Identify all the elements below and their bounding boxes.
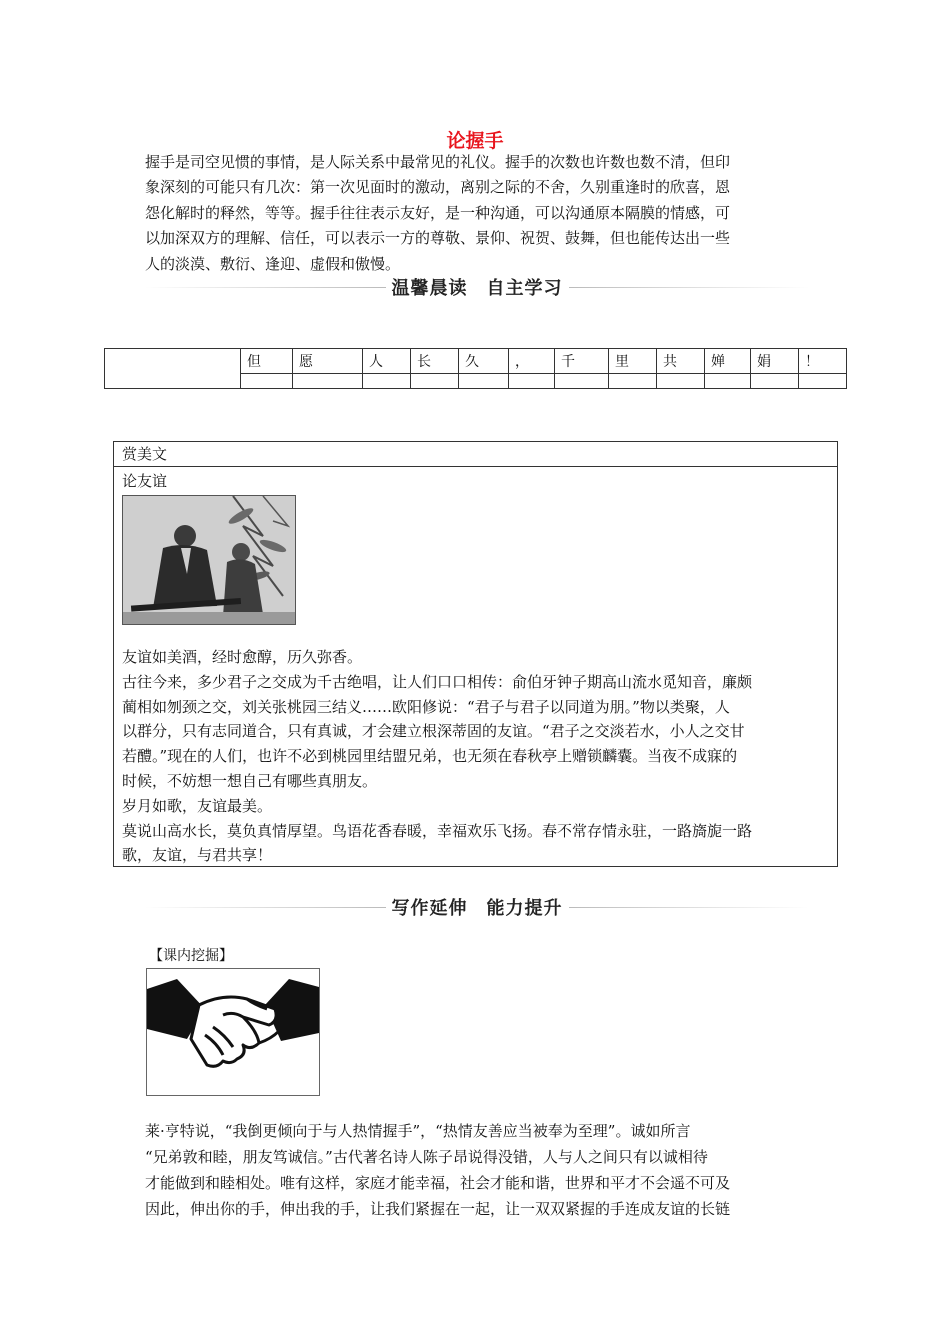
- dictation-char: 愿: [293, 349, 363, 374]
- dictation-blank[interactable]: [509, 374, 555, 389]
- dictation-char: 里: [609, 349, 657, 374]
- extension-paragraph: [145, 1118, 813, 1222]
- essay-line: 友谊如美酒，经时愈醇，历久弥香。: [122, 648, 363, 666]
- dictation-char-row: [105, 349, 847, 374]
- section-heading-writing-extension: [145, 895, 809, 919]
- section-heading-label: 温馨晨读 自主学习: [391, 278, 563, 299]
- extension-line: 莱·亨特说，“我倒更倾向于与人热情握手”，“热情友善应当被奉为至理”。诚如所言: [145, 1122, 691, 1140]
- dictation-blank[interactable]: [363, 374, 411, 389]
- dictation-blank[interactable]: [241, 374, 293, 389]
- appreciation-box: [113, 441, 838, 867]
- dictation-char: ，: [509, 349, 555, 374]
- essay-line: 若醴。”现在的人们，也许不必到桃园里结盟兄弟，也无须在春秋亭上赠锁麟囊。当夜不成寐的: [122, 747, 738, 766]
- knowledge-label: 【课内挖掘】: [149, 948, 233, 964]
- dictation-char: 长: [411, 349, 459, 374]
- appreciation-box-header: 赏美文: [114, 442, 837, 467]
- essay-body: [122, 645, 830, 868]
- dictation-blank[interactable]: [459, 374, 509, 389]
- handshake-image: [146, 968, 320, 1096]
- essay-line: 岁月如歌，友谊最美。: [122, 796, 273, 815]
- dictation-blank[interactable]: [799, 374, 847, 389]
- intro-paragraph: [145, 150, 809, 277]
- handshake-icon: [147, 969, 319, 1095]
- dictation-char: 但: [241, 349, 293, 374]
- divider-line: [145, 287, 386, 288]
- dictation-label-cell: [105, 349, 241, 389]
- intro-line: 人的淡漠、敷衍、逢迎、虚假和傲慢。: [145, 254, 401, 273]
- essay-line: 以群分，只有志同道合，只有真诚，才会建立根深蒂固的友谊。“君子之交淡若水，小人之交甘: [122, 722, 745, 741]
- extension-line: 才能做到和睦相处。唯有这样，家庭才能幸福，社会才能和谐，世界和平才不会遥不可及: [145, 1174, 731, 1192]
- intro-line: 握手是司空见惯的事情，是人际关系中最常见的礼仪。握手的次数也许数也数不清，但印: [145, 153, 731, 171]
- intro-line: 怨化解时的释然，等等。握手往往表示友好，是一种沟通，可以沟通原本隔膜的情感，可: [145, 203, 731, 222]
- dictation-char: 人: [363, 349, 411, 374]
- dictation-char: 共: [657, 349, 705, 374]
- essay-subtitle: 论友谊: [122, 472, 168, 490]
- two-scholars-illustration: [123, 496, 295, 624]
- dictation-blank[interactable]: [609, 374, 657, 389]
- essay-line: 歌，友谊，与君共享！: [122, 846, 273, 865]
- extension-line: “兄弟敦和睦，朋友笃诚信。”古代著名诗人陈子昂说得没错，人与人之间只有以诚相待: [145, 1148, 708, 1166]
- dictation-blank[interactable]: [293, 374, 363, 389]
- dictation-blank[interactable]: [751, 374, 799, 389]
- dictation-blank[interactable]: [411, 374, 459, 389]
- divider-line: [569, 907, 810, 908]
- essay-line: 莫说山高水长，莫负真情厚望。鸟语花香春暖，幸福欢乐飞扬。春不常存情永驻，一路旖旎一路: [122, 821, 753, 840]
- dictation-char: 千: [555, 349, 609, 374]
- dictation-char: 婵: [705, 349, 751, 374]
- divider-line: [569, 287, 810, 288]
- divider-line: [145, 907, 386, 908]
- essay-line: 古往今来，多少君子之交成为千古绝唱，让人们口口相传：俞伯牙钟子期高山流水觅知音，廉颇: [122, 672, 753, 691]
- section-heading-label: 写作延伸 能力提升: [391, 898, 563, 919]
- essay-line: 蔺相如刎颈之交，刘关张桃园三结义……欧阳修说：“君子与君子以同道为朋。”物以类聚，人: [122, 697, 730, 716]
- dictation-blank[interactable]: [705, 374, 751, 389]
- ink-painting-image: [122, 495, 296, 625]
- essay-line: 时候，不妨想一想自己有哪些真朋友。: [122, 771, 378, 790]
- section-heading-morning-reading: [145, 275, 809, 299]
- dictation-char: 久: [459, 349, 509, 374]
- intro-line: 象深刻的可能只有几次：第一次见面时的激动，离别之际的不舍，久别重逢时的欣喜，恩: [145, 178, 731, 197]
- dictation-char: ！: [799, 349, 847, 374]
- dictation-blank[interactable]: [555, 374, 609, 389]
- page-title: 论握手: [446, 130, 504, 152]
- dictation-char: 娟: [751, 349, 799, 374]
- extension-line: 因此，伸出你的手，伸出我的手，让我们紧握在一起，让一双双紧握的手连成友谊的长链: [145, 1200, 731, 1218]
- intro-line: 以加深双方的理解、信任，可以表示一方的尊敬、景仰、祝贺、鼓舞，但也能传达出一些: [145, 229, 731, 248]
- dictation-grid: [104, 348, 847, 389]
- dictation-blank[interactable]: [657, 374, 705, 389]
